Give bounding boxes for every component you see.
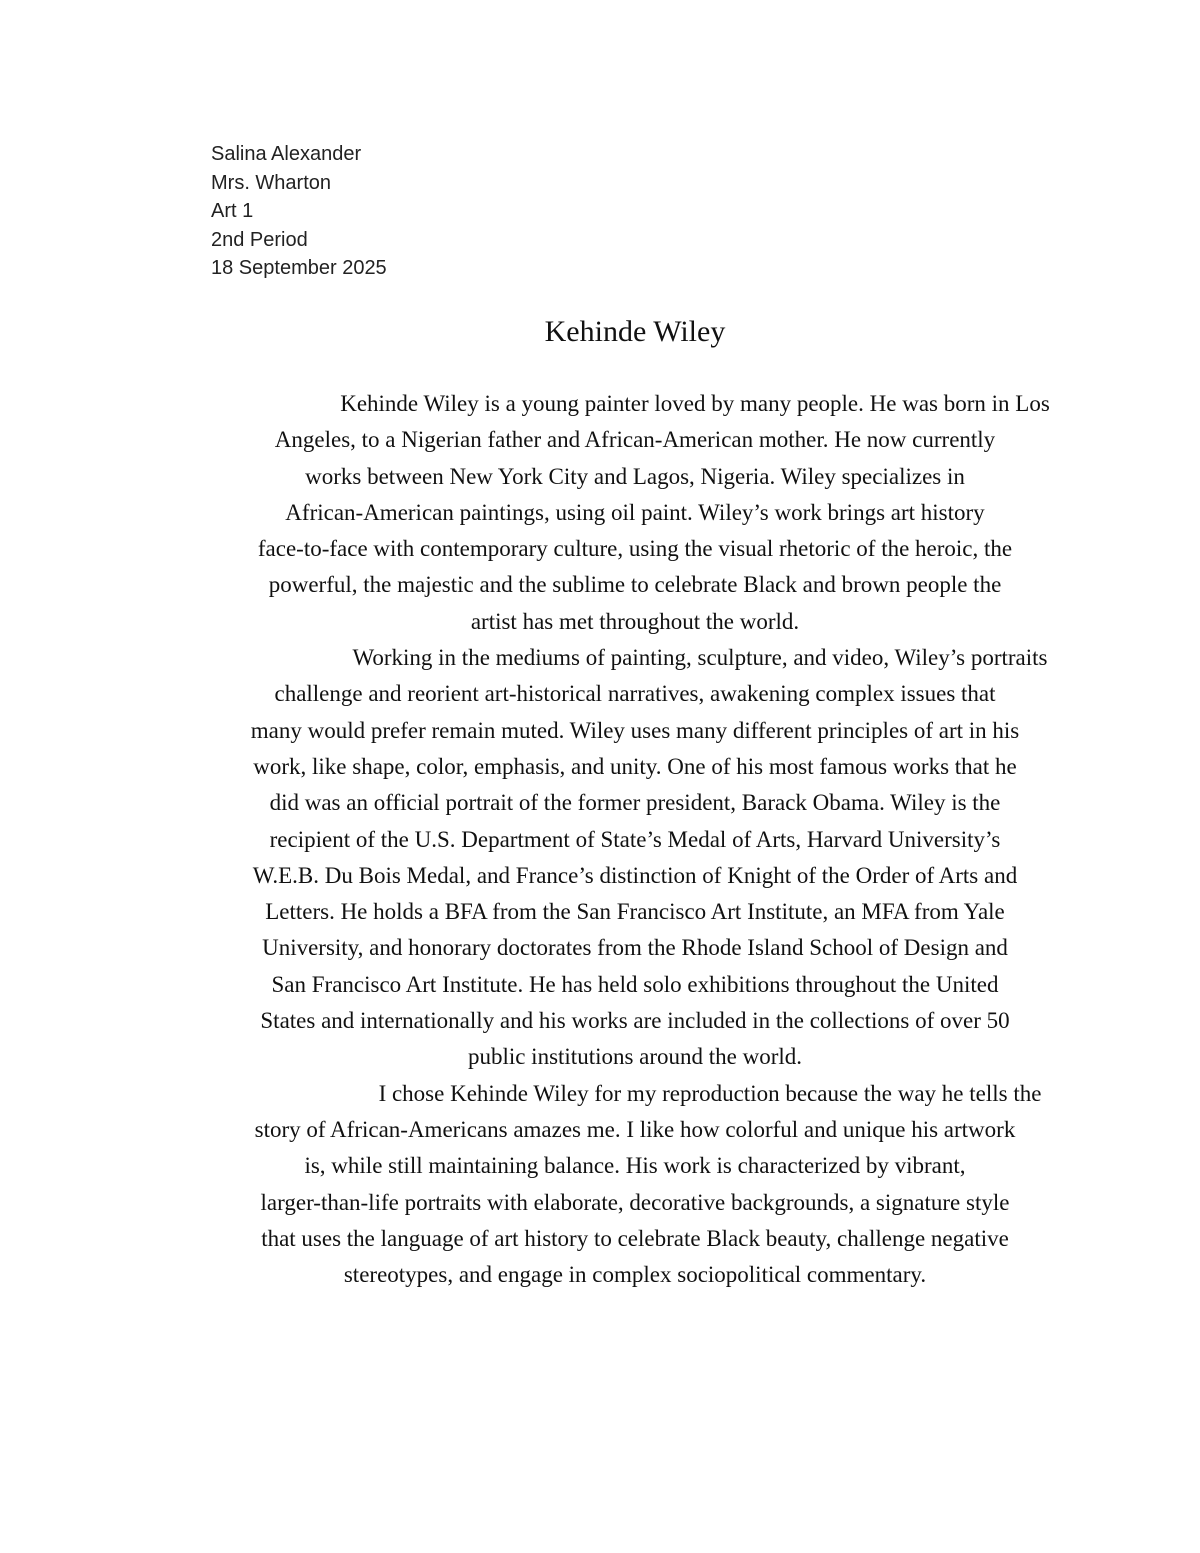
paragraph-3-line-1: I chose Kehinde Wiley for my reproduction because the way he tells the — [378, 1080, 1042, 1106]
paragraph-2-line-1: Working in the mediums of painting, sculpture, and video, Wiley’s portraits — [352, 645, 1048, 671]
paragraph-3-line-3: is, while still maintaining balance. His work is characterized by vibrant, — [304, 1153, 966, 1179]
paragraph-3-line-2: story of African-Americans amazes me. I like how colorful and unique his artwork — [254, 1116, 1016, 1142]
paragraph-1-line-2: Angeles, to a Nigerian father and African-American mother. He now currently — [274, 427, 996, 453]
paragraph-2-line-11: States and internationally and his works are included in the collections of over 50 — [260, 1008, 1010, 1034]
class-period: 2nd Period — [211, 228, 308, 251]
paragraph-2-line-9: University, and honorary doctorates from the Rhode Island School of Design and — [262, 935, 1008, 961]
teacher-name: Mrs. Wharton — [211, 171, 332, 194]
essay-date: 18 September 2025 — [211, 257, 387, 279]
paragraph-3-line-6: stereotypes, and engage in complex sociopolitical commentary. — [343, 1262, 927, 1288]
paragraph-3-line-4: larger-than-life portraits with elaborate, decorative backgrounds, a signature style — [260, 1189, 1010, 1215]
paragraph-2-line-5: did was an official portrait of the former president, Barack Obama. Wiley is the — [269, 790, 1001, 816]
essay-title: Kehinde Wiley — [544, 315, 726, 348]
course-name: Art 1 — [211, 200, 254, 222]
paragraph-3-line-5: that uses the language of art history to celebrate Black beauty, challenge negative — [261, 1225, 1009, 1251]
paragraph-2-line-10: San Francisco Art Institute. He has held solo exhibitions throughout the United — [271, 971, 999, 997]
mla-heading — [211, 140, 387, 283]
essay-body — [90, 386, 1180, 1293]
student-name: Salina Alexander — [211, 143, 362, 165]
paragraph-2-line-2: challenge and reorient art-historical narratives, awakening complex issues that — [274, 681, 996, 707]
paragraph-1-line-5: face-to-face with contemporary culture, using the visual rhetoric of the heroic, the — [257, 536, 1013, 562]
paragraph-1-line-7: artist has met throughout the world. — [470, 608, 800, 634]
paragraph-1-line-6: powerful, the majestic and the sublime to celebrate Black and brown people the — [268, 572, 1002, 598]
paragraph-2-line-3: many would prefer remain muted. Wiley uses many different principles of art in his — [250, 717, 1020, 743]
paragraph-2-line-7: W.E.B. Du Bois Medal, and France’s distinction of Knight of the Order of Arts and — [252, 862, 1018, 888]
paragraph-1-line-1: Kehinde Wiley is a young painter loved by many people. He was born in Los — [340, 391, 1050, 416]
paragraph-1-line-4: African-American paintings, using oil paint. Wiley’s work brings art history — [285, 499, 985, 525]
paragraph-2-line-4: work, like shape, color, emphasis, and unity. One of his most famous works that he — [253, 753, 1017, 779]
paragraph-2-line-6: recipient of the U.S. Department of State’s Medal of Arts, Harvard University’s — [269, 826, 1001, 852]
paragraph-2-line-8: Letters. He holds a BFA from the San Francisco Art Institute, an MFA from Yale — [265, 899, 1005, 925]
paragraph-2-line-12: public institutions around the world. — [467, 1044, 803, 1070]
paragraph-1-line-3: works between New York City and Lagos, Nigeria. Wiley specializes in — [305, 463, 965, 489]
